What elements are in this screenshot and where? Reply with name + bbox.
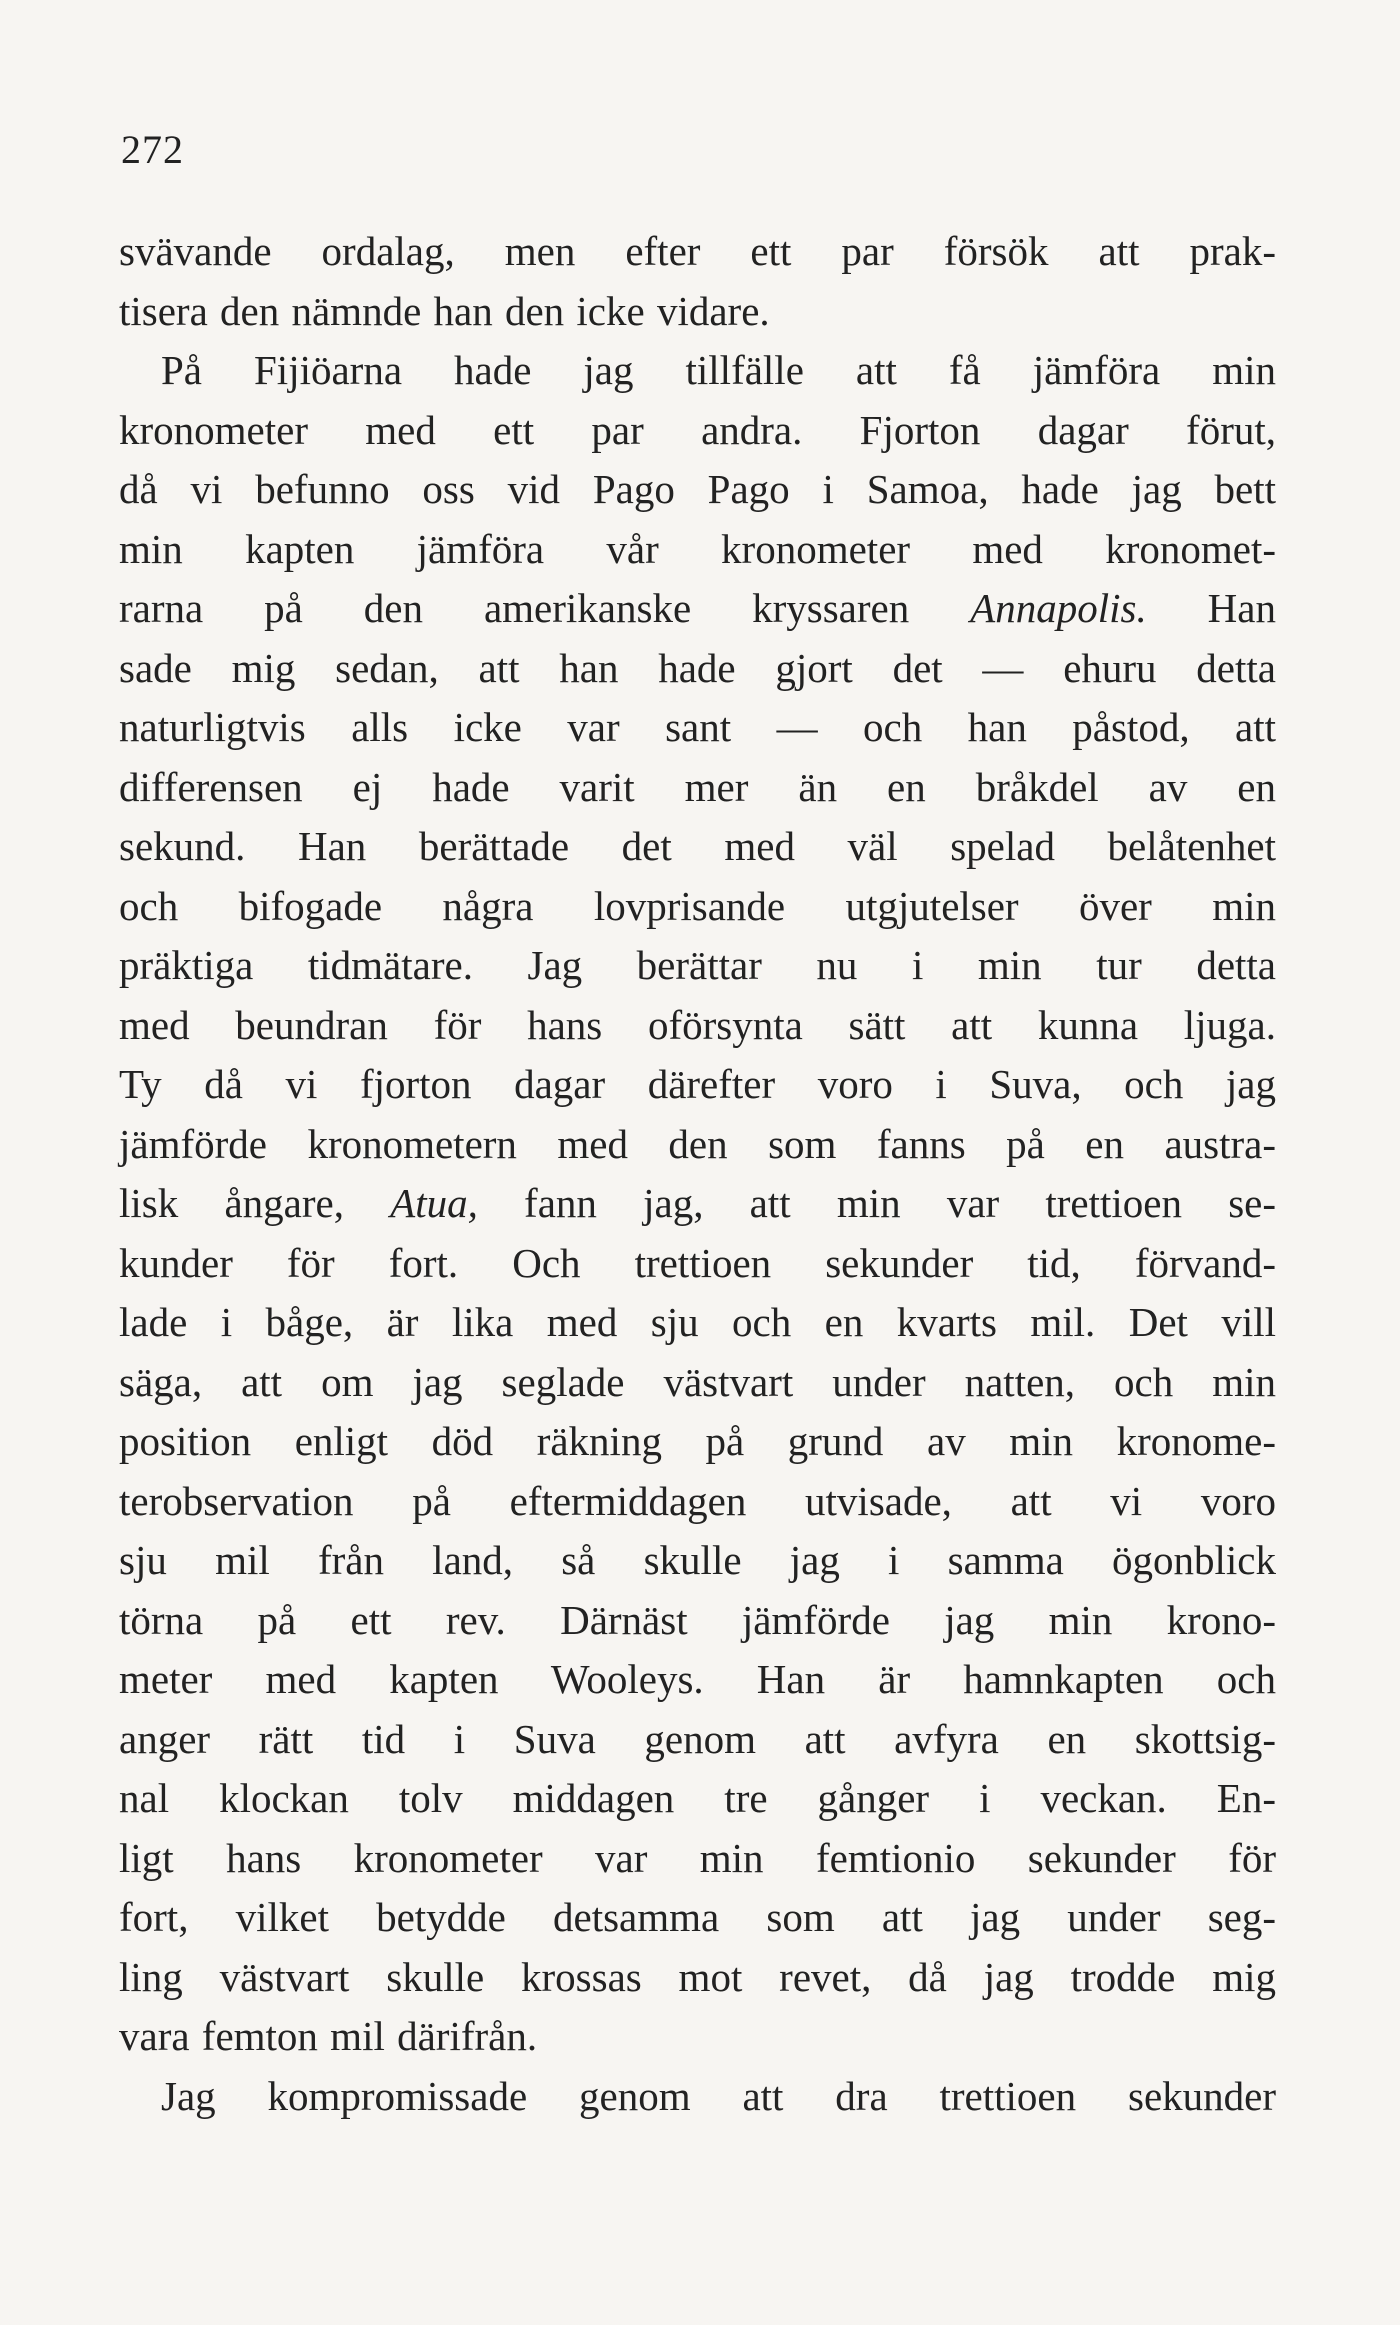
ship-name-italic: Annapolis.: [970, 585, 1147, 631]
text-line: sju mil från land, så skulle jag i samma ögonblick: [119, 1537, 1276, 1583]
text-line: säga, att om jag seglade västvart under natten, och min: [119, 1358, 1276, 1405]
text-line: sekund. Han berättade det med väl spelad belåtenhet: [119, 823, 1276, 869]
text-line: terobservation på eftermiddagen utvisade, att vi voro: [119, 1477, 1276, 1524]
text-line: [119, 579, 1276, 639]
text-line: tisera den nämnde han den icke vidare.: [119, 287, 770, 334]
text-line: position enligt död räkning på grund av min kronome-: [119, 1418, 1276, 1464]
text-line: svävande ordalag, men efter ett par försök att prak-: [119, 228, 1276, 274]
text-line: sade mig sedan, att han hade gjort det — ehuru detta: [119, 644, 1276, 691]
ship-name-italic: Atua,: [390, 1180, 478, 1226]
text-line: lade i båge, är lika med sju och en kvarts mil. Det vill: [119, 1299, 1276, 1345]
text-line: törna på ett rev. Därnäst jämförde jag min krono-: [119, 1596, 1276, 1643]
text-line: präktiga tidmätare. Jag berättar nu i min tur detta: [119, 942, 1276, 988]
text-line: naturligtvis alls icke var sant — och han påstod, att: [119, 704, 1276, 750]
text-line: min kapten jämföra vår kronometer med kronomet-: [119, 525, 1276, 572]
text-line: Jag kompromissade genom att dra trettioen sekunder: [161, 2072, 1276, 2119]
text-line: fort, vilket betydde detsamma som att jag under seg-: [119, 1894, 1276, 1940]
text-line: differensen ej hade varit mer än en bråkdel av en: [119, 763, 1276, 810]
text-line: Ty då vi fjorton dagar därefter voro i Suva, och jag: [119, 1061, 1276, 1107]
text-line: anger rätt tid i Suva genom att avfyra en skottsig-: [119, 1715, 1276, 1762]
line-segment: rarna på den amerikanske kryssaren: [119, 585, 971, 631]
text-line: med beundran för hans oförsynta sätt att kunna ljuga.: [119, 1001, 1276, 1048]
text-line: meter med kapten Wooleys. Han är hamnkapten och: [119, 1656, 1276, 1702]
text-line: [119, 1174, 1276, 1234]
page-number: 272: [121, 127, 184, 172]
text-line: ligt hans kronometer var min femtionio sekunder för: [119, 1834, 1276, 1881]
text-line: jämförde kronometern med den som fanns på en austra-: [119, 1120, 1276, 1167]
text-line: och bifogade några lovprisande utgjutelser över min: [119, 882, 1276, 929]
text-line: På Fijiöarna hade jag tillfälle att få jämföra min: [161, 347, 1276, 393]
text-line: kunder för fort. Och trettioen sekunder tid, förvand-: [119, 1239, 1276, 1286]
text-line: ling västvart skulle krossas mot revet, då jag trodde mig: [119, 1953, 1276, 2000]
text-line: kronometer med ett par andra. Fjorton dagar förut,: [119, 406, 1276, 453]
line-segment: lisk ångare,: [119, 1180, 391, 1226]
line-segment: fann jag, att min var trettioen se-: [477, 1180, 1277, 1226]
body-text: [119, 222, 1276, 2126]
text-line: då vi befunno oss vid Pago Pago i Samoa, hade jag bett: [119, 466, 1276, 512]
text-line: nal klockan tolv middagen tre gånger i veckan. En-: [119, 1775, 1276, 1821]
line-segment: Han: [1146, 585, 1276, 631]
text-line: vara femton mil därifrån.: [119, 2013, 538, 2059]
